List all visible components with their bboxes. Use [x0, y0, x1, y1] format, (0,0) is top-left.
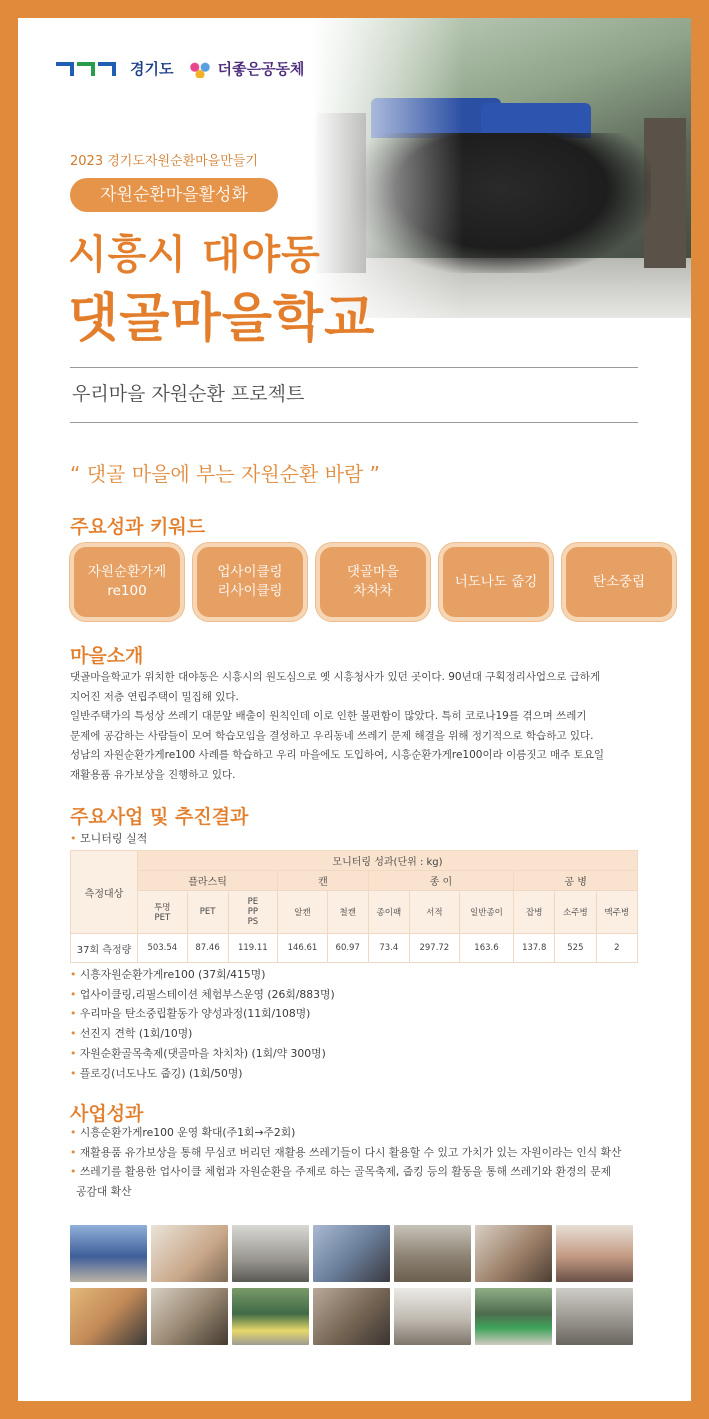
table-group: 종 이: [368, 871, 514, 891]
table-col-header: 철캔: [327, 891, 368, 934]
poster-frame: [18, 18, 691, 1401]
keyword-badge: 너도나도 줍깅: [439, 543, 553, 621]
activity-photo: [151, 1288, 228, 1345]
table-cell: 87.46: [187, 934, 228, 963]
table-col-header: 소주병: [555, 891, 596, 934]
table-group: 캔: [278, 871, 369, 891]
list-item: • 재활용품 유가보상을 통해 무심코 버리던 재활용 쓰레기들이 다시 활용할 수 있고 가치가 있는 자원이라는 인식 확산: [70, 1145, 622, 1159]
outcomes-heading: 사업성과: [70, 1103, 144, 1125]
category-pill: 자원순환마을활성화: [70, 178, 278, 212]
activity-photo: [394, 1225, 471, 1282]
table-row-label: 37회 측정량: [71, 934, 138, 963]
table-col-header: 서적: [410, 891, 460, 934]
logo-row: [56, 58, 304, 79]
quote: “ 댓골 마을에 부는 자원순환 바람 ”: [70, 462, 381, 486]
monitoring-label: • 모니터링 실적: [70, 832, 148, 845]
table-group: 공 병: [514, 871, 638, 891]
table-cell: 146.61: [278, 934, 328, 963]
table-cell: 137.8: [514, 934, 555, 963]
outcomes-list: [70, 1123, 622, 1202]
list-item: • 쓰레기를 활용한 업사이클 체험과 자원순환을 주제로 하는 골목축제, 줍킹 등의 활동을 통해 쓰레기와 환경의 문제: [70, 1165, 612, 1179]
table-cell: 119.11: [228, 934, 278, 963]
business-heading: 주요사업 및 추진결과: [70, 806, 249, 828]
activity-photo: [556, 1225, 633, 1282]
keyword-list: [70, 543, 676, 621]
intro-heading: 마을소개: [70, 645, 144, 667]
table-col-header: 맥주병: [596, 891, 637, 934]
activity-photo: [556, 1288, 633, 1345]
partner-logo: [187, 58, 304, 79]
keyword-badge: 댓골마을 차차차: [316, 543, 430, 621]
table-title: 모니터링 성과(단위 : kg): [138, 851, 638, 871]
list-item: • 자원순환골목축제(댓골마을 차치차) (1회/약 300명): [70, 1046, 326, 1060]
monitoring-table: [70, 850, 638, 963]
project-title: 우리마을 자원순환 프로젝트: [72, 383, 305, 405]
table-cell: 503.54: [138, 934, 188, 963]
activity-photo: [70, 1225, 147, 1282]
table-cell: 73.4: [368, 934, 409, 963]
table-cell: 297.72: [410, 934, 460, 963]
keyword-badge: 탄소중립: [562, 543, 676, 621]
activity-photo: [313, 1288, 390, 1345]
list-item: • 플로깅(너도나도 줍깅) (1회/50명): [70, 1066, 243, 1080]
divider: [70, 422, 638, 423]
partner-logo-icon: [187, 60, 213, 78]
activity-photo-grid: [70, 1225, 633, 1345]
list-item: • 선진지 견학 (1회/10명): [70, 1027, 193, 1041]
table-col-header: 종이팩: [368, 891, 409, 934]
results-list: [70, 965, 335, 1083]
table-col-header: 알캔: [278, 891, 328, 934]
partner-logo-text: 더좋은공동체: [217, 60, 305, 78]
list-item: • 우리마을 탄소중립활동가 양성과정(11회/108명): [70, 1007, 311, 1021]
title-line1: 시흥시 대야동: [68, 232, 321, 278]
list-item: • 시흥자원순환가게re100 (37회/415명): [70, 968, 266, 981]
activity-photo: [475, 1225, 552, 1282]
table-cell: 163.6: [459, 934, 514, 963]
table-group: 플라스틱: [138, 871, 278, 891]
table-col-header: PET: [187, 891, 228, 934]
activity-photo: [394, 1288, 471, 1345]
activity-photo: [70, 1288, 147, 1345]
table-col-header: PE PP PS: [228, 891, 278, 934]
table-cell: 2: [596, 934, 637, 963]
list-item: 공감대 확산: [76, 1185, 132, 1199]
table-col-header: 일반종이: [459, 891, 514, 934]
table-cell: 525: [555, 934, 596, 963]
table-col-header: 잡병: [514, 891, 555, 934]
activity-photo: [232, 1225, 309, 1282]
keyword-badge: 자원순환가게 re100: [70, 543, 184, 621]
intro-paragraph: 댓골마을학교가 위치한 대야동은 시흥시의 원도심으로 옛 시흥청사가 있던 곳이다. 90년대 구획정리사업으로 급하게 지어진 저층 연립주택이 밀집해 있다. 일반주택가의 특성상 쓰레기 대문앞 배출이 원칙인데 이로 인한 불편함이 많았다. 특히 코로나19를 겪으며 쓰레기 문제에 공감하는 사람들이 모여 학습모임을 결성하고 우리동네 쓰레기 문제 해결을 위해 정기적으로 학습하고 있다. 성남의 자원순환가게re100 사례를 학습하고 우리 마을에도 도입하여, 시흥순환가게re100이라 이름짓고 매주 토요일 재활용품 유가보상을 진행하고 있다.: [70, 671, 605, 781]
divider: [70, 367, 638, 368]
table-cell: 60.97: [327, 934, 368, 963]
activity-photo: [313, 1225, 390, 1282]
activity-photo: [475, 1288, 552, 1345]
hero-group-photo: [311, 18, 691, 318]
table-col-header: 투명 PET: [138, 891, 188, 934]
gyeonggi-logo-icon: [56, 62, 116, 76]
table-row-header: 측정대상: [71, 851, 138, 934]
keywords-heading: 주요성과 키워드: [70, 516, 206, 538]
keyword-badge: 업사이클링 리사이클링: [193, 543, 307, 621]
title-line2: 댓골마을학교: [68, 289, 376, 349]
activity-photo: [151, 1225, 228, 1282]
gyeonggi-logo-text: 경기도: [130, 60, 174, 78]
list-item: • 업사이클링,리필스테이션 체험부스운영 (26회/883명): [70, 987, 335, 1001]
list-item: • 시흥순환가게re100 운영 확대(주1회→주2회): [70, 1126, 296, 1139]
program-subtitle: 2023 경기도자원순환마을만들기: [70, 154, 258, 169]
activity-photo: [232, 1288, 309, 1345]
